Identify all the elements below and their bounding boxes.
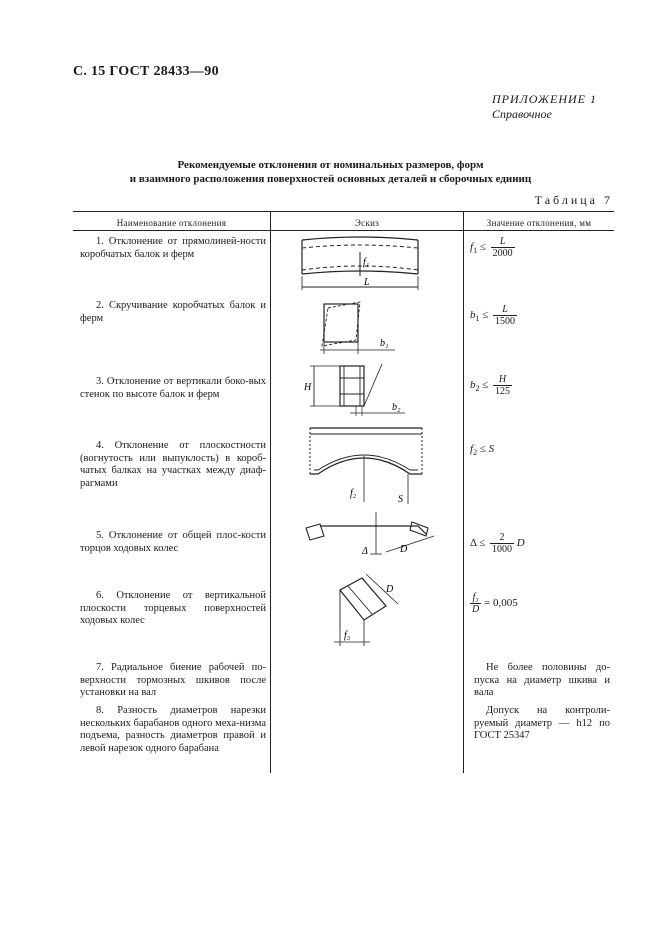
column-header-sketch: Эскиз bbox=[354, 218, 380, 228]
table-number: Таблица 7 bbox=[534, 193, 613, 207]
row-1-value: $f_1$ ≤ $\frac{L}{2000}$ bbox=[470, 236, 513, 259]
row-4-text: 4. Отклонение от плоскостности (вогнутость или выпуклость) в короб-чатых балках на участках между диаф-рагмами bbox=[80, 440, 266, 489]
sketch-6-label-f3: f₃ bbox=[344, 630, 351, 641]
sketch-1-label-f1: f₁ bbox=[363, 257, 370, 268]
table-top-rule bbox=[73, 211, 614, 212]
sketch-4-label-s: S bbox=[398, 494, 403, 505]
row-1-text: 1. Отклонение от прямолиней-ности коробчатых балок и ферм bbox=[80, 236, 266, 260]
appendix-label: ПРИЛОЖЕНИЕ 1 bbox=[492, 92, 597, 106]
sketch-4-flatness bbox=[300, 422, 430, 506]
sketch-2-label-b1: b₁ bbox=[380, 338, 389, 349]
page-header: С. 15 ГОСТ 28433—90 bbox=[73, 64, 219, 79]
table-title-line1: Рекомендуемые отклонения от номинальных размеров, форм bbox=[177, 159, 484, 171]
column-header-value: Значение отклонения, мм bbox=[486, 218, 592, 228]
sketch-5-wheel-plane bbox=[300, 506, 440, 568]
column-header-name: Наименование отклонения bbox=[116, 218, 227, 228]
row-6-text: 6. Отклонение от вертикальной плоскости торцевых поверхностей ходовых колес bbox=[80, 590, 266, 626]
row-3-text: 3. Отклонение от вертикали боко-вых стенок по высоте балок и ферм bbox=[80, 376, 266, 400]
row-7-text: 7. Радиальное биение рабочей по-верхности тормозных шкивов после установки на вал bbox=[80, 662, 266, 698]
table-title bbox=[0, 158, 661, 186]
row-6-value: $\frac{\text{f₃}}{D}$ = 0,005 bbox=[472, 592, 518, 615]
sketch-3-label-h: H bbox=[304, 382, 312, 393]
row-2-text: 2. Скручивание коробчатых балок и ферм bbox=[80, 300, 266, 324]
table-title-line2: и взаимного расположения поверхностей основных деталей и сборочных единиц bbox=[129, 173, 532, 185]
row-2-value: $b_1$ ≤ $\frac{L}{1500}$ bbox=[470, 304, 516, 327]
row-3-value: $b_2$ ≤ $\frac{H}{125}$ bbox=[470, 374, 511, 397]
row-8-value: Допуск на контроли-руемый диаметр — h12 по ГОСТ 25347 bbox=[474, 705, 610, 741]
sketch-3-label-b2: b₂ bbox=[392, 402, 401, 413]
table-col-divider-1 bbox=[270, 211, 271, 773]
row-8-text: 8. Разность диаметров нарезки нескольких барабанов одного меха-низма подъема, разность диаметров правой и левой нарезок одного барабана bbox=[80, 705, 266, 754]
sketch-3-vertical bbox=[300, 358, 410, 420]
sketch-6-label-d: D bbox=[386, 584, 394, 595]
table-header-rule bbox=[73, 230, 614, 231]
appendix-note: Справочное bbox=[492, 107, 552, 121]
sketch-2-twist bbox=[300, 296, 410, 358]
sketch-5-label-delta: Δ bbox=[362, 546, 368, 557]
row-4-value: $f_2 \le S$ bbox=[470, 443, 495, 458]
sketch-6-wheel-vertical bbox=[300, 570, 420, 654]
sketch-1-beam-straightness bbox=[290, 232, 430, 294]
appendix-block bbox=[492, 92, 597, 122]
table-col-divider-2 bbox=[463, 211, 464, 773]
row-5-value: Δ ≤ $\frac{2}{1000}$ D bbox=[470, 532, 525, 555]
sketch-1-label-l: L bbox=[364, 277, 370, 288]
row-5-text: 5. Отклонение от общей плос-кости торцов ходовых колес bbox=[80, 530, 266, 554]
sketch-5-label-d: D bbox=[400, 544, 408, 555]
sketch-4-label-f2: f₂ bbox=[350, 488, 357, 499]
row-7-value: Не более половины до-пуска на диаметр шкива и вала bbox=[474, 662, 610, 698]
